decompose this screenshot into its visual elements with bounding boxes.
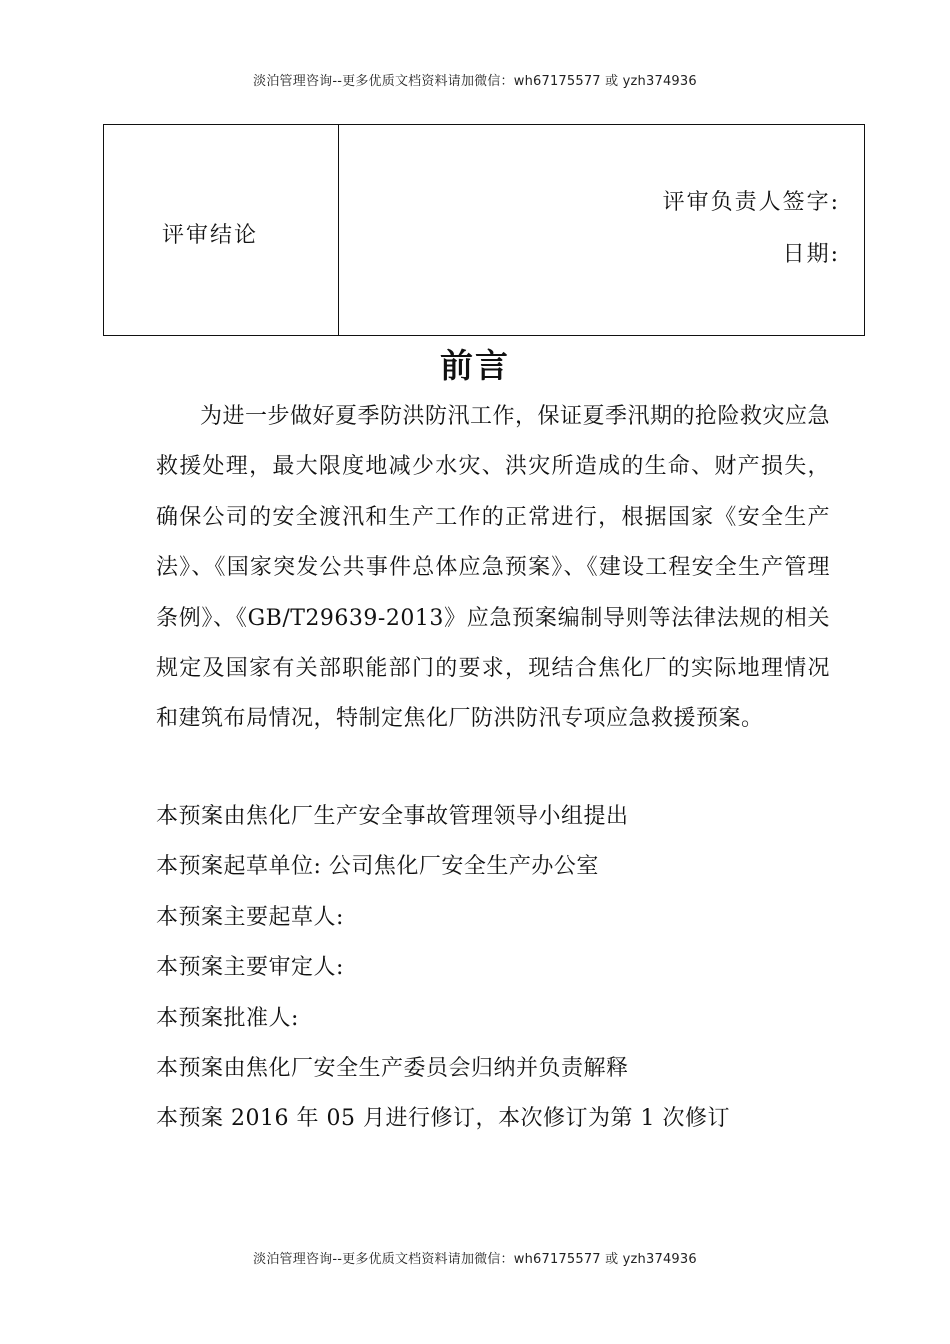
approver-line: 本预案批准人: xyxy=(156,1005,299,1031)
main-reviewer-line: 本预案主要审定人: xyxy=(156,955,344,981)
review-date-label: 日期: xyxy=(782,242,840,267)
preface-paragraph: 为进一步做好夏季防洪防汛工作，保证夏季汛期的抢险救灾应急救援处理，最大限度地减少水灾、洪灾所造成的生命、财产损失，确保公司的安全渡汛和生产工作的正常进行，根据国家《安全生产法》、《国家突发公共事件总体应急预案》、《建设工程安全生产管理条例》、《GB/T29639-2013》应急预案编制导则等法律法规的相关规定及国家有关部职能部门的要求，现结合焦化厂的实际地理情况和建筑布局情况，特制定焦化厂防洪防汛专项应急救援预案。 xyxy=(156,404,831,732)
review-signature-label: 评审负责人签字: xyxy=(662,190,840,215)
preface-meta-list xyxy=(156,792,836,1145)
proposer-line: 本预案由焦化厂生产安全事故管理领导小组提出 xyxy=(156,804,629,829)
revision-line: 本预案 2016 年 05 月进行修订，本次修订为第 1 次修订 xyxy=(156,1106,730,1132)
review-conclusion-label: 评审结论 xyxy=(104,125,339,336)
drafting-unit-line: 本预案起草单位: 公司焦化厂安全生产办公室 xyxy=(156,854,599,880)
review-conclusion-value-cell xyxy=(339,125,865,336)
interpretation-line: 本预案由焦化厂安全生产委员会归纳并负责解释 xyxy=(156,1056,629,1082)
preface-title: 前言 xyxy=(440,346,510,385)
page-footer: 淡泊管理咨询--更多优质文档资料请加微信：wh67175577 或 yzh374936 xyxy=(253,1252,697,1267)
page-header: 淡泊管理咨询--更多优质文档资料请加微信：wh67175577 或 yzh374936 xyxy=(253,74,697,89)
main-drafter-line: 本预案主要起草人: xyxy=(156,904,344,930)
review-conclusion-table xyxy=(103,124,865,336)
